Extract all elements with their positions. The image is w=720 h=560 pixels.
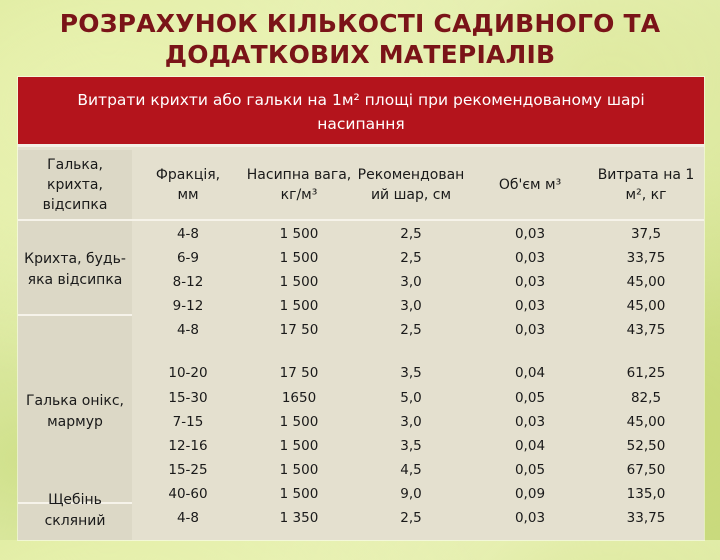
table-cell: 0,03 xyxy=(514,250,546,266)
table-cell: 17 50 xyxy=(279,365,319,381)
material-group-label-line: яка відсипка xyxy=(27,272,123,288)
table-cell: 61,25 xyxy=(626,365,666,381)
table-cell: 0,05 xyxy=(514,390,546,406)
table-cell: 8-12 xyxy=(172,274,204,290)
table-cell: 0,05 xyxy=(514,462,546,478)
table-cell: 135,0 xyxy=(626,486,666,502)
table-cell: 0,04 xyxy=(514,438,546,454)
material-group-label-line: Крихта, будь- xyxy=(24,251,126,267)
table-cell: 1 500 xyxy=(279,250,319,266)
table-cell: 33,75 xyxy=(626,510,666,526)
header-divider xyxy=(18,219,704,221)
table-cell: 0,03 xyxy=(514,322,546,338)
table-cell: 0,03 xyxy=(514,510,546,526)
table-cell: 0,09 xyxy=(514,486,546,502)
table-cell: 1650 xyxy=(281,390,317,406)
table-cell: 1 500 xyxy=(279,438,319,454)
column-header-line: Рекомендован xyxy=(357,167,465,183)
column-header-line: Галька, xyxy=(47,157,103,173)
table-cell: 6-9 xyxy=(176,250,200,266)
table-caption xyxy=(18,77,704,147)
table-cell: 3,0 xyxy=(400,298,422,314)
table-cell: 1 500 xyxy=(279,486,319,502)
table-cell: 4-8 xyxy=(176,322,200,338)
table-cell: 45,00 xyxy=(626,298,666,314)
table-cell: 9-12 xyxy=(172,298,204,314)
material-group-label xyxy=(18,222,132,318)
table-cell: 45,00 xyxy=(626,274,666,290)
material-group-label-line: Щебінь xyxy=(48,492,102,508)
column-header-line: Фракція, xyxy=(155,167,221,183)
column-header xyxy=(234,150,364,220)
table-cell: 5,0 xyxy=(400,390,422,406)
table-cell: 4-8 xyxy=(176,510,200,526)
column-header xyxy=(480,150,580,220)
column-header xyxy=(143,150,233,220)
title-line-1: РОЗРАХУНОК КІЛЬКОСТІ САДИВНОГО ТА xyxy=(59,9,661,38)
table-cell: 52,50 xyxy=(626,438,666,454)
table-cell: 45,00 xyxy=(626,414,666,430)
table-body xyxy=(18,150,704,540)
table-cell: 1 500 xyxy=(279,298,319,314)
column-header-line: Об'єм м³ xyxy=(498,177,562,193)
table-cell: 1 350 xyxy=(279,510,319,526)
column-header-line: мм xyxy=(177,187,199,203)
table-cell: 0,04 xyxy=(514,365,546,381)
table-cell: 37,5 xyxy=(630,226,662,242)
table-cell: 15-30 xyxy=(168,390,208,406)
table-cell: 1 500 xyxy=(279,226,319,242)
table-cell: 10-20 xyxy=(168,365,208,381)
table-cell: 40-60 xyxy=(168,486,208,502)
table-cell: 82,5 xyxy=(630,390,662,406)
material-group-label xyxy=(18,318,132,506)
table-cell: 0,03 xyxy=(514,414,546,430)
material-group-label-line: Галька онікс, xyxy=(25,393,124,409)
caption-line-2: насипання xyxy=(317,115,405,133)
caption-line-1: Витрати крихти або гальки на 1м² площі при рекомендованому шарі xyxy=(77,91,645,109)
table-cell: 33,75 xyxy=(626,250,666,266)
table-cell: 2,5 xyxy=(400,250,422,266)
table-cell: 3,5 xyxy=(400,365,422,381)
column-header xyxy=(19,150,131,220)
table-cell: 9,0 xyxy=(400,486,422,502)
column-header-line: кг/м³ xyxy=(280,187,318,203)
page-title xyxy=(0,8,720,70)
column-header-line: Витрата на 1 xyxy=(597,167,695,183)
table-cell: 1 500 xyxy=(279,274,319,290)
table-cell: 1 500 xyxy=(279,414,319,430)
column-header xyxy=(591,150,701,220)
column-header xyxy=(351,150,471,220)
table-cell: 3,0 xyxy=(400,274,422,290)
table-cell: 1 500 xyxy=(279,462,319,478)
table-cell: 2,5 xyxy=(400,322,422,338)
table-cell: 15-25 xyxy=(168,462,208,478)
material-group-label-line: мармур xyxy=(47,414,103,430)
table-cell: 4,5 xyxy=(400,462,422,478)
table-cell: 4-8 xyxy=(176,226,200,242)
table-cell: 0,03 xyxy=(514,298,546,314)
material-group-label xyxy=(18,490,132,560)
table-cell: 0,03 xyxy=(514,274,546,290)
column-header-line: крихта, xyxy=(47,177,103,193)
table-cell: 7-15 xyxy=(172,414,204,430)
column-header-line: відсипка xyxy=(42,197,108,213)
material-group-label-line: скляний xyxy=(44,513,106,529)
column-header-line: м², кг xyxy=(625,187,667,203)
table-cell: 17 50 xyxy=(279,322,319,338)
title-line-2: ДОДАТКОВИХ МАТЕРІАЛІВ xyxy=(164,40,556,69)
table-cell: 3,5 xyxy=(400,438,422,454)
table-cell: 67,50 xyxy=(626,462,666,478)
table-cell: 0,03 xyxy=(514,226,546,242)
materials-table xyxy=(18,77,704,540)
table-cell: 43,75 xyxy=(626,322,666,338)
table-cell: 2,5 xyxy=(400,510,422,526)
table-cell: 12-16 xyxy=(168,438,208,454)
column-header-line: Насипна вага, xyxy=(246,167,352,183)
table-cell: 2,5 xyxy=(400,226,422,242)
table-cell: 3,0 xyxy=(400,414,422,430)
column-header-line: ий шар, см xyxy=(370,187,452,203)
